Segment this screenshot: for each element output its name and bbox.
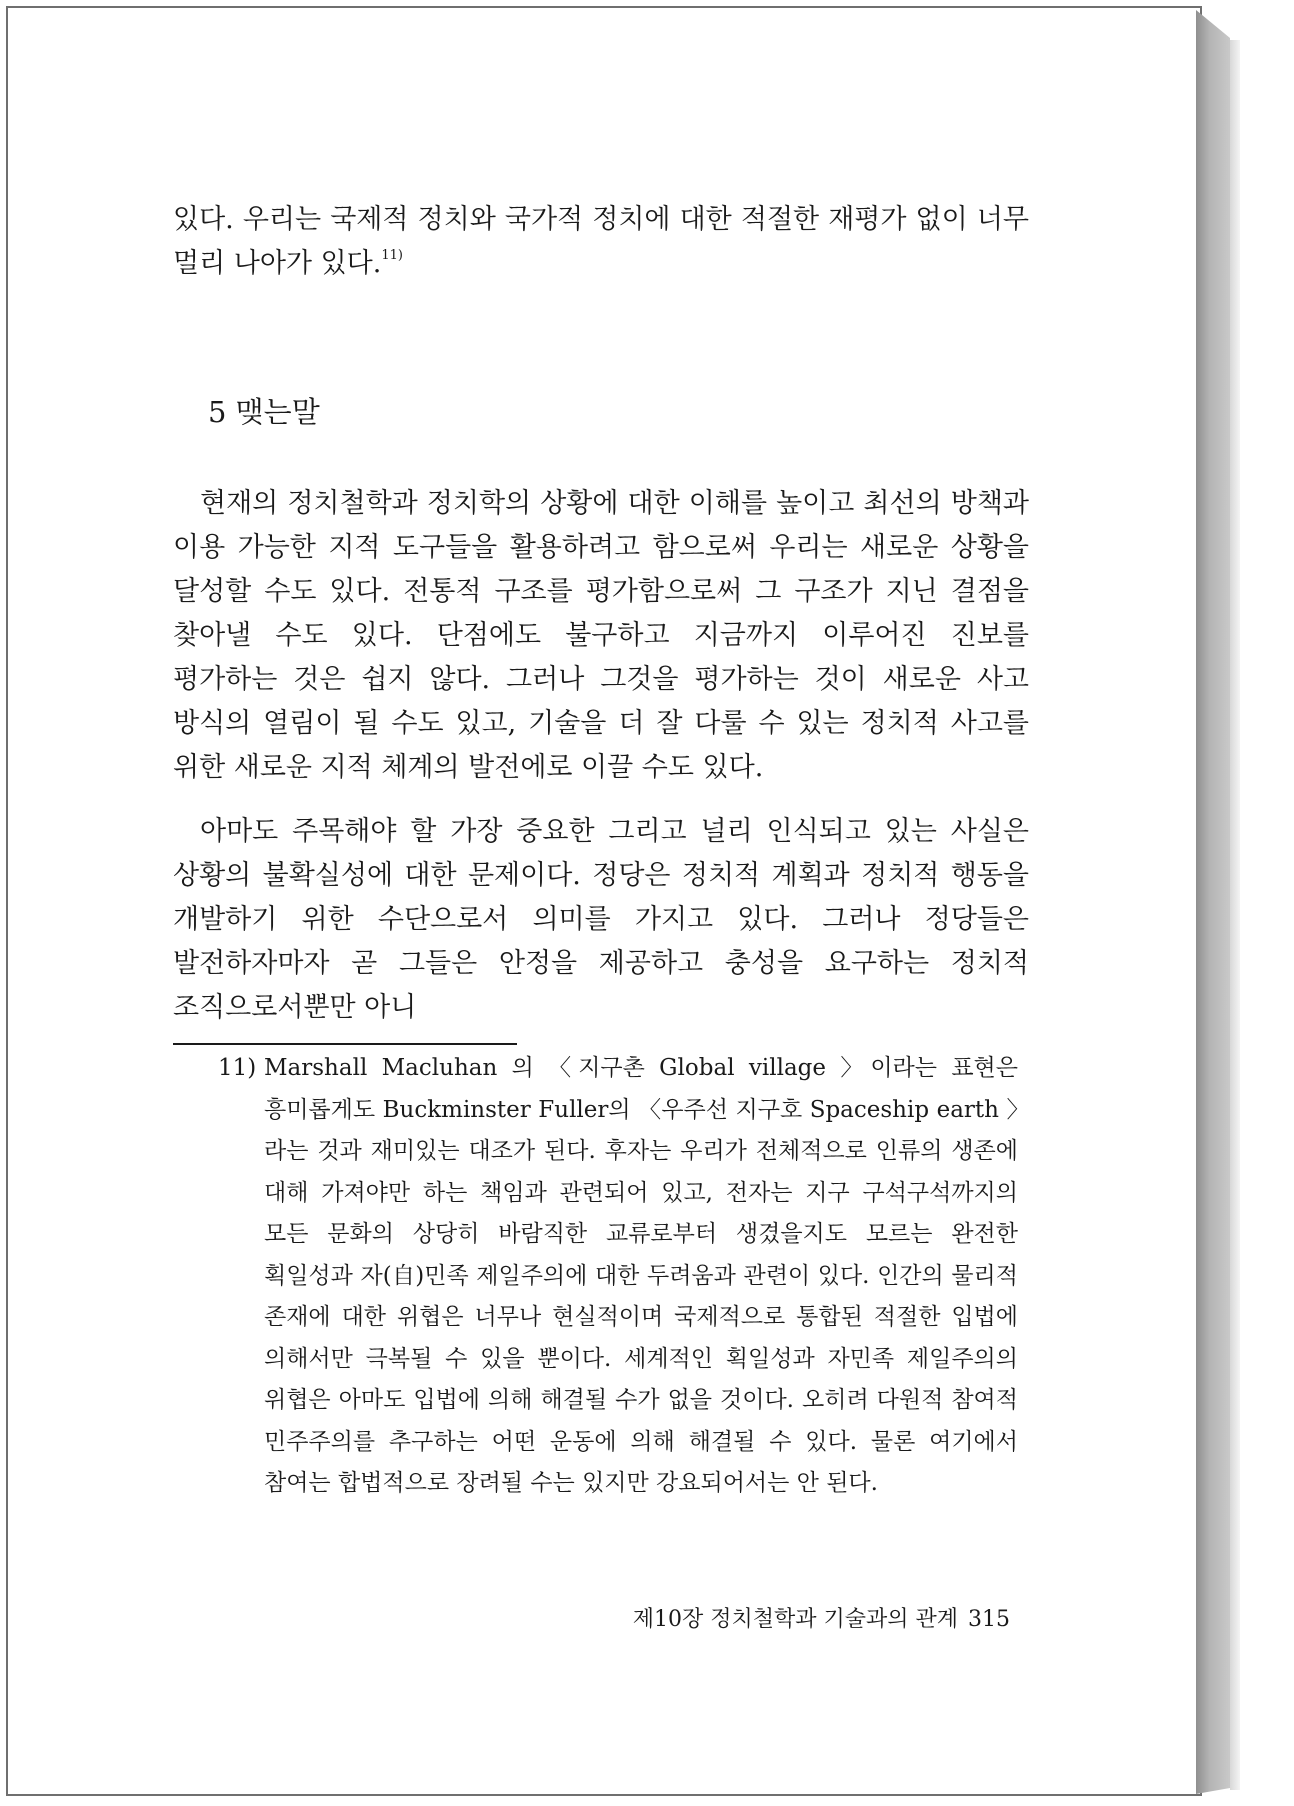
section-heading: 5 맺는말 [208, 395, 320, 429]
footnote-divider [173, 1043, 517, 1045]
page-edge [1196, 10, 1230, 1794]
footnote [218, 1048, 1018, 1505]
body-paragraph-1: 현재의 정치철학과 정치학의 상황에 대한 이해를 높이고 최선의 방책과 이용 가능한 지적 도구들을 활용하려고 함으로써 우리는 새로운 상황을 달성할 수도 있다. 전통적 구조를 평가함으로써 그 구조가 지닌 결점을 찾아낼 수도 있다. 단점에도 불구하고 지금까지 이루어진 진보를 평가하는 것은 쉽지 않다. 그러나 그것을 평가하는 것이 새로운 사고 방식의 열림이 될 수도 있고, 기술을 더 잘 다룰 수 있는 정치적 사고를 위한 새로운 지적 체계의 발전에로 이끌 수도 있다. [173, 488, 1029, 783]
footnote-reference: 11) [381, 248, 403, 263]
page-number: 315 [968, 1607, 1010, 1632]
running-title: 제10장 정치철학과 기술과의 관계 [632, 1607, 958, 1632]
footnote-number: 11) [218, 1055, 257, 1081]
page-edge-shadow [1230, 40, 1240, 1790]
intro-paragraph-text: 있다. 우리는 국제적 정치와 국가적 정치에 대한 적절한 재평가 없이 너무 멀리 나아가 있다. [173, 204, 1029, 279]
body-paragraph-2: 아마도 주목해야 할 가장 중요한 그리고 널리 인식되고 있는 사실은 상황의 불확실성에 대한 문제이다. 정당은 정치적 계획과 정치적 행동을 개발하기 위한 수단으로서 의미를 가지고 있다. 그러나 정당들은 발전하자마자 곧 그들은 안정을 제공하고 충성을 요구하는 정치적 조직으로서뿐만 아니 [173, 816, 1029, 1023]
page-footer [600, 1605, 1010, 1635]
intro-paragraph [173, 198, 1029, 286]
footnote-text: Marshall Macluhan 의 〈지구촌 Global village 〉이라는 표현은 흥미롭게도 Buckminster Fuller의 〈우주선 지구호 Spaceship earth 〉라는 것과 재미있는 대조가 된다. 후자는 우리가 전체적으로 인류의 생존에 대해 가져야만 하는 책임과 관련되어 있고, 전자는 지구 구석구석까지의 모든 문화의 상당히 바람직한 교류로부터 생겼을지도 모르는 완전한 획일성과 자(自)민족 제일주의에 대한 두려움과 관련이 있다. 인간의 물리적 존재에 대한 위협은 너무나 현실적이며 국제적으로 통합된 적절한 입법에 의해서만 극복될 수 있을 뿐이다. 세계적인 획일성과 자민족 제일주의의 위협은 아마도 입법에 의해 해결될 수가 없을 것이다. 오히려 다원적 참여적 민주주의를 추구하는 어떤 운동에 의해 해결될 수 있다. 물론 여기에서 참여는 합법적으로 장려될 수는 있지만 강요되어서는 안 된다. [264, 1055, 1018, 1496]
